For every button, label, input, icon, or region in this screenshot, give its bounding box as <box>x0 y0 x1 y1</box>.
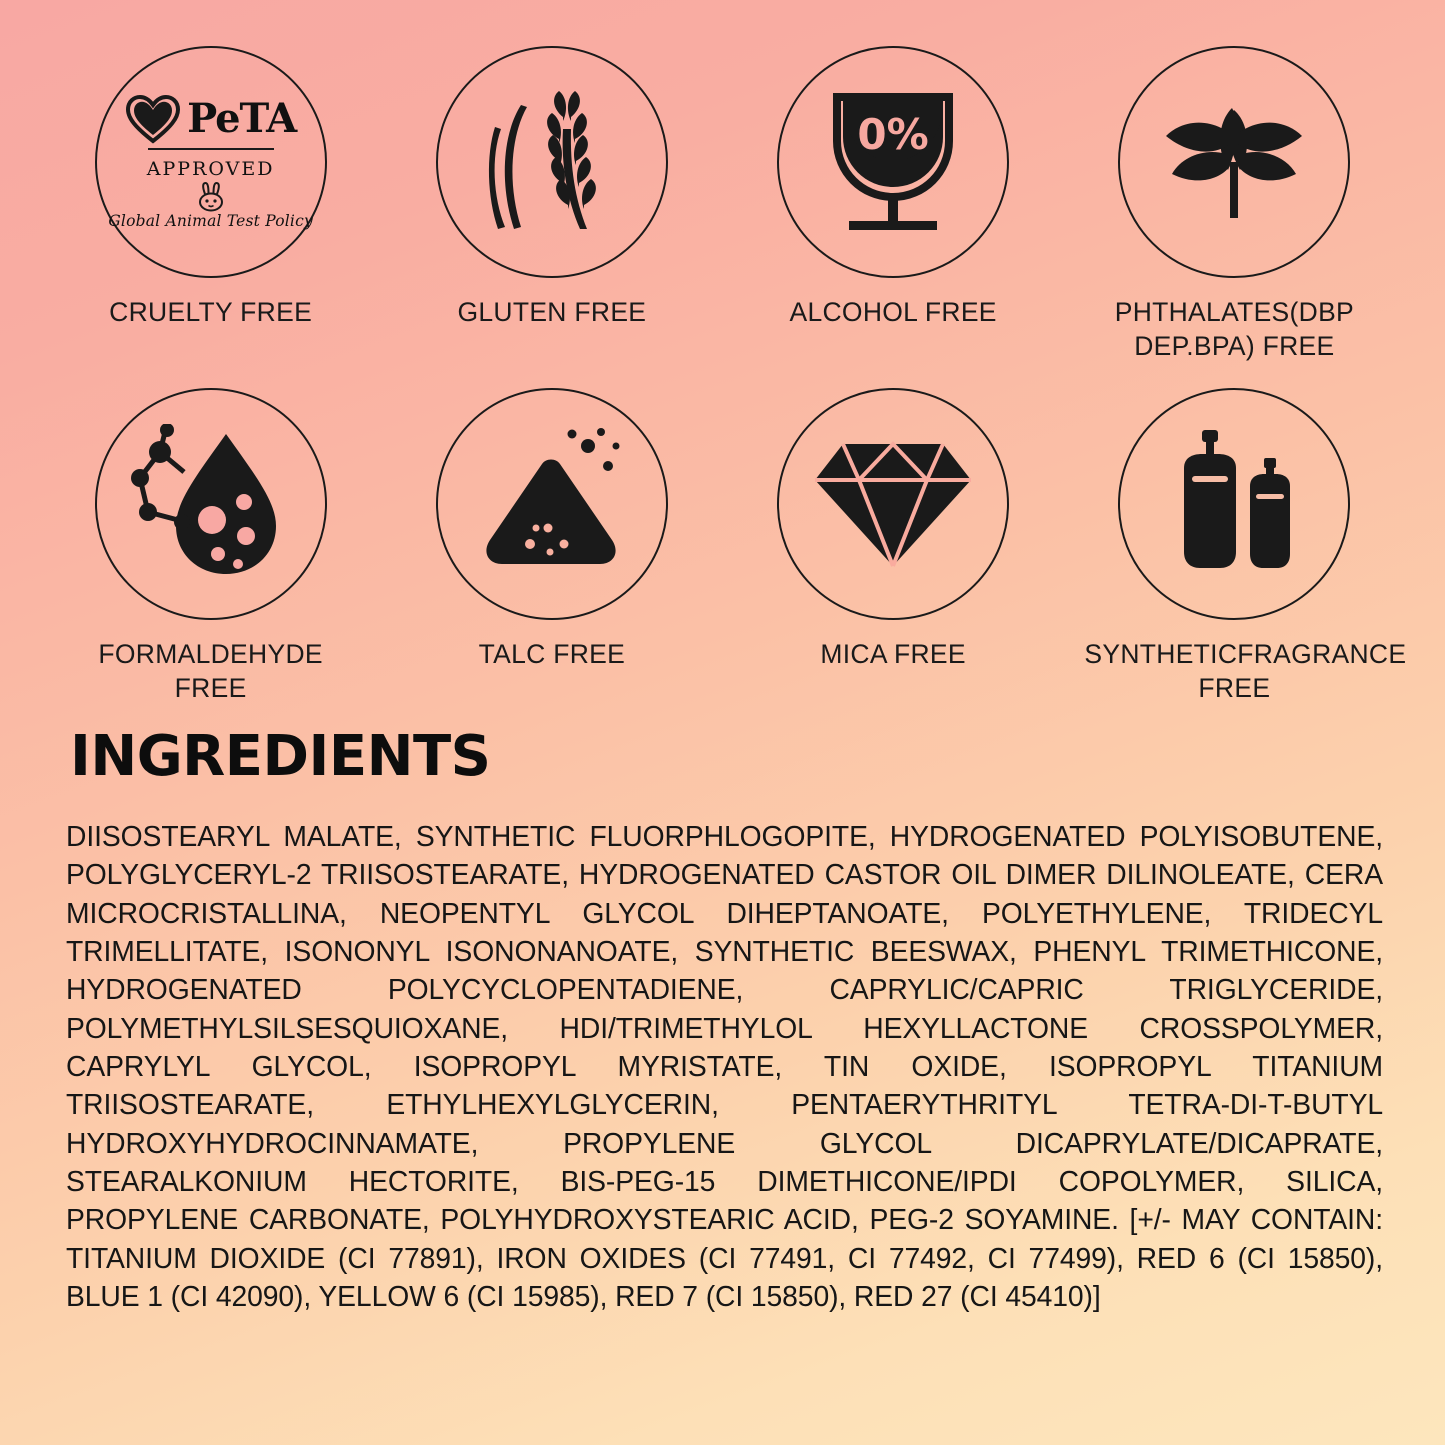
bunny-icon <box>190 182 232 212</box>
ingredients-section <box>0 706 1445 1316</box>
badge-circle <box>436 46 668 278</box>
molecule-droplet-icon <box>126 424 296 584</box>
badge-circle <box>777 388 1009 620</box>
leaves-icon <box>1144 92 1324 232</box>
badge-circle <box>95 46 327 278</box>
powder-pile-icon <box>464 424 640 584</box>
badge-formaldehyde-free <box>40 370 381 706</box>
badge-label: PHTHALATES(DBP DEP.BPA) FREE <box>1114 297 1355 362</box>
badge-gluten-free <box>381 46 722 364</box>
badge-talc-free <box>381 370 722 706</box>
badge-label: CRUELTY FREE <box>109 297 313 327</box>
page-title: INGREDIENTS <box>70 723 491 789</box>
badge-circle <box>1118 388 1350 620</box>
badge-alcohol-free <box>723 46 1064 364</box>
wheat-stalk-icon <box>467 87 637 237</box>
badge-circle <box>436 388 668 620</box>
fragrance-bottles-icon <box>1154 424 1314 584</box>
peta-approved-text: APPROVED <box>146 158 275 180</box>
badge-phthalates-free <box>1064 46 1405 364</box>
badge-label: GLUTEN FREE <box>457 297 647 327</box>
badge-label: SYNTHETICFRAGRANCE FREE <box>1084 638 1407 704</box>
divider <box>148 148 274 150</box>
diamond-icon <box>803 434 983 574</box>
certification-badge-grid <box>0 0 1445 706</box>
peta-approved-bunny-icon <box>108 87 313 237</box>
peta-wordmark: PeTA <box>187 95 297 142</box>
peta-policy-text: Global Animal Test Policy <box>108 212 313 230</box>
badge-label: MICA FREE <box>820 638 966 669</box>
badge-label: TALC FREE <box>478 638 626 669</box>
badge-label: FORMALDEHYDE FREE <box>98 638 323 704</box>
badge-cruelty-free <box>40 46 381 364</box>
badge-label: ALCOHOL FREE <box>789 297 997 327</box>
ingredients-text: DIISOSTEARYL MALATE, SYNTHETIC FLUORPHLOGOPITE, HYDROGENATED POLYISOBUTENE, POLYGLYCERYL-2 TRIISOSTEARATE, HYDROGENATED CASTOR OIL DIMER DILINOLEATE, CERA MICROCRISTALLINA, NEOPENTYL GLYCOL DIHEPTANOATE, POLYETHYLENE, TRIDECYL TRIMELLITATE, ISONONYL ISONONANOATE, SYNTHETIC BEESWAX, PHENYL TRIMETHICONE, HYDROGENATED POLYCYCLOPENTADIENE, CAPRYLIC/CAPRIC TRIGLYCERIDE, POLYMETHYLSILSESQUIOXANE, HDI/TRIMETHYLOL HEXYLLACTONE CROSSPOLYMER, CAPRYLYL GLYCOL, ISOPROPYL MYRISTATE, TIN OXIDE, ISOPROPYL TITANIUM TRIISOSTEARATE, ETHYLHEXYLGLYCERIN, PENTAERYTHRITYL TETRA-DI-T-BUTYL HYDROXYHYDROCINNAMATE, PROPYLENE GLYCOL DICAPRYLATE/DICAPRATE, STEARALKONIUM HECTORITE, BIS-PEG-15 DIMETHICONE/IPDI COPOLYMER, SILICA, PROPYLENE CARBONATE, POLYHYDROXYSTEARIC ACID, PEG-2 SOYAMINE. [+/- MAY CONTAIN: TITANIUM DIOXIDE (CI 77891), IRON OXIDES (CI 77491, CI 77492, CI 77499), RED 6 (CI 15850), BLUE 1 (CI 42090), YELLOW 6 (CI 15985), RED 7 (CI 15850), RED 27 (CI 45410)] <box>66 820 1383 1312</box>
badge-synthetic-fragrance-free <box>1064 370 1405 706</box>
zero-percent-text: 0% <box>857 110 929 159</box>
badge-circle <box>95 388 327 620</box>
badge-mica-free <box>723 370 1064 706</box>
badge-circle <box>1118 46 1350 278</box>
badge-circle <box>777 46 1009 278</box>
wine-glass-zero-percent-icon <box>813 83 973 241</box>
